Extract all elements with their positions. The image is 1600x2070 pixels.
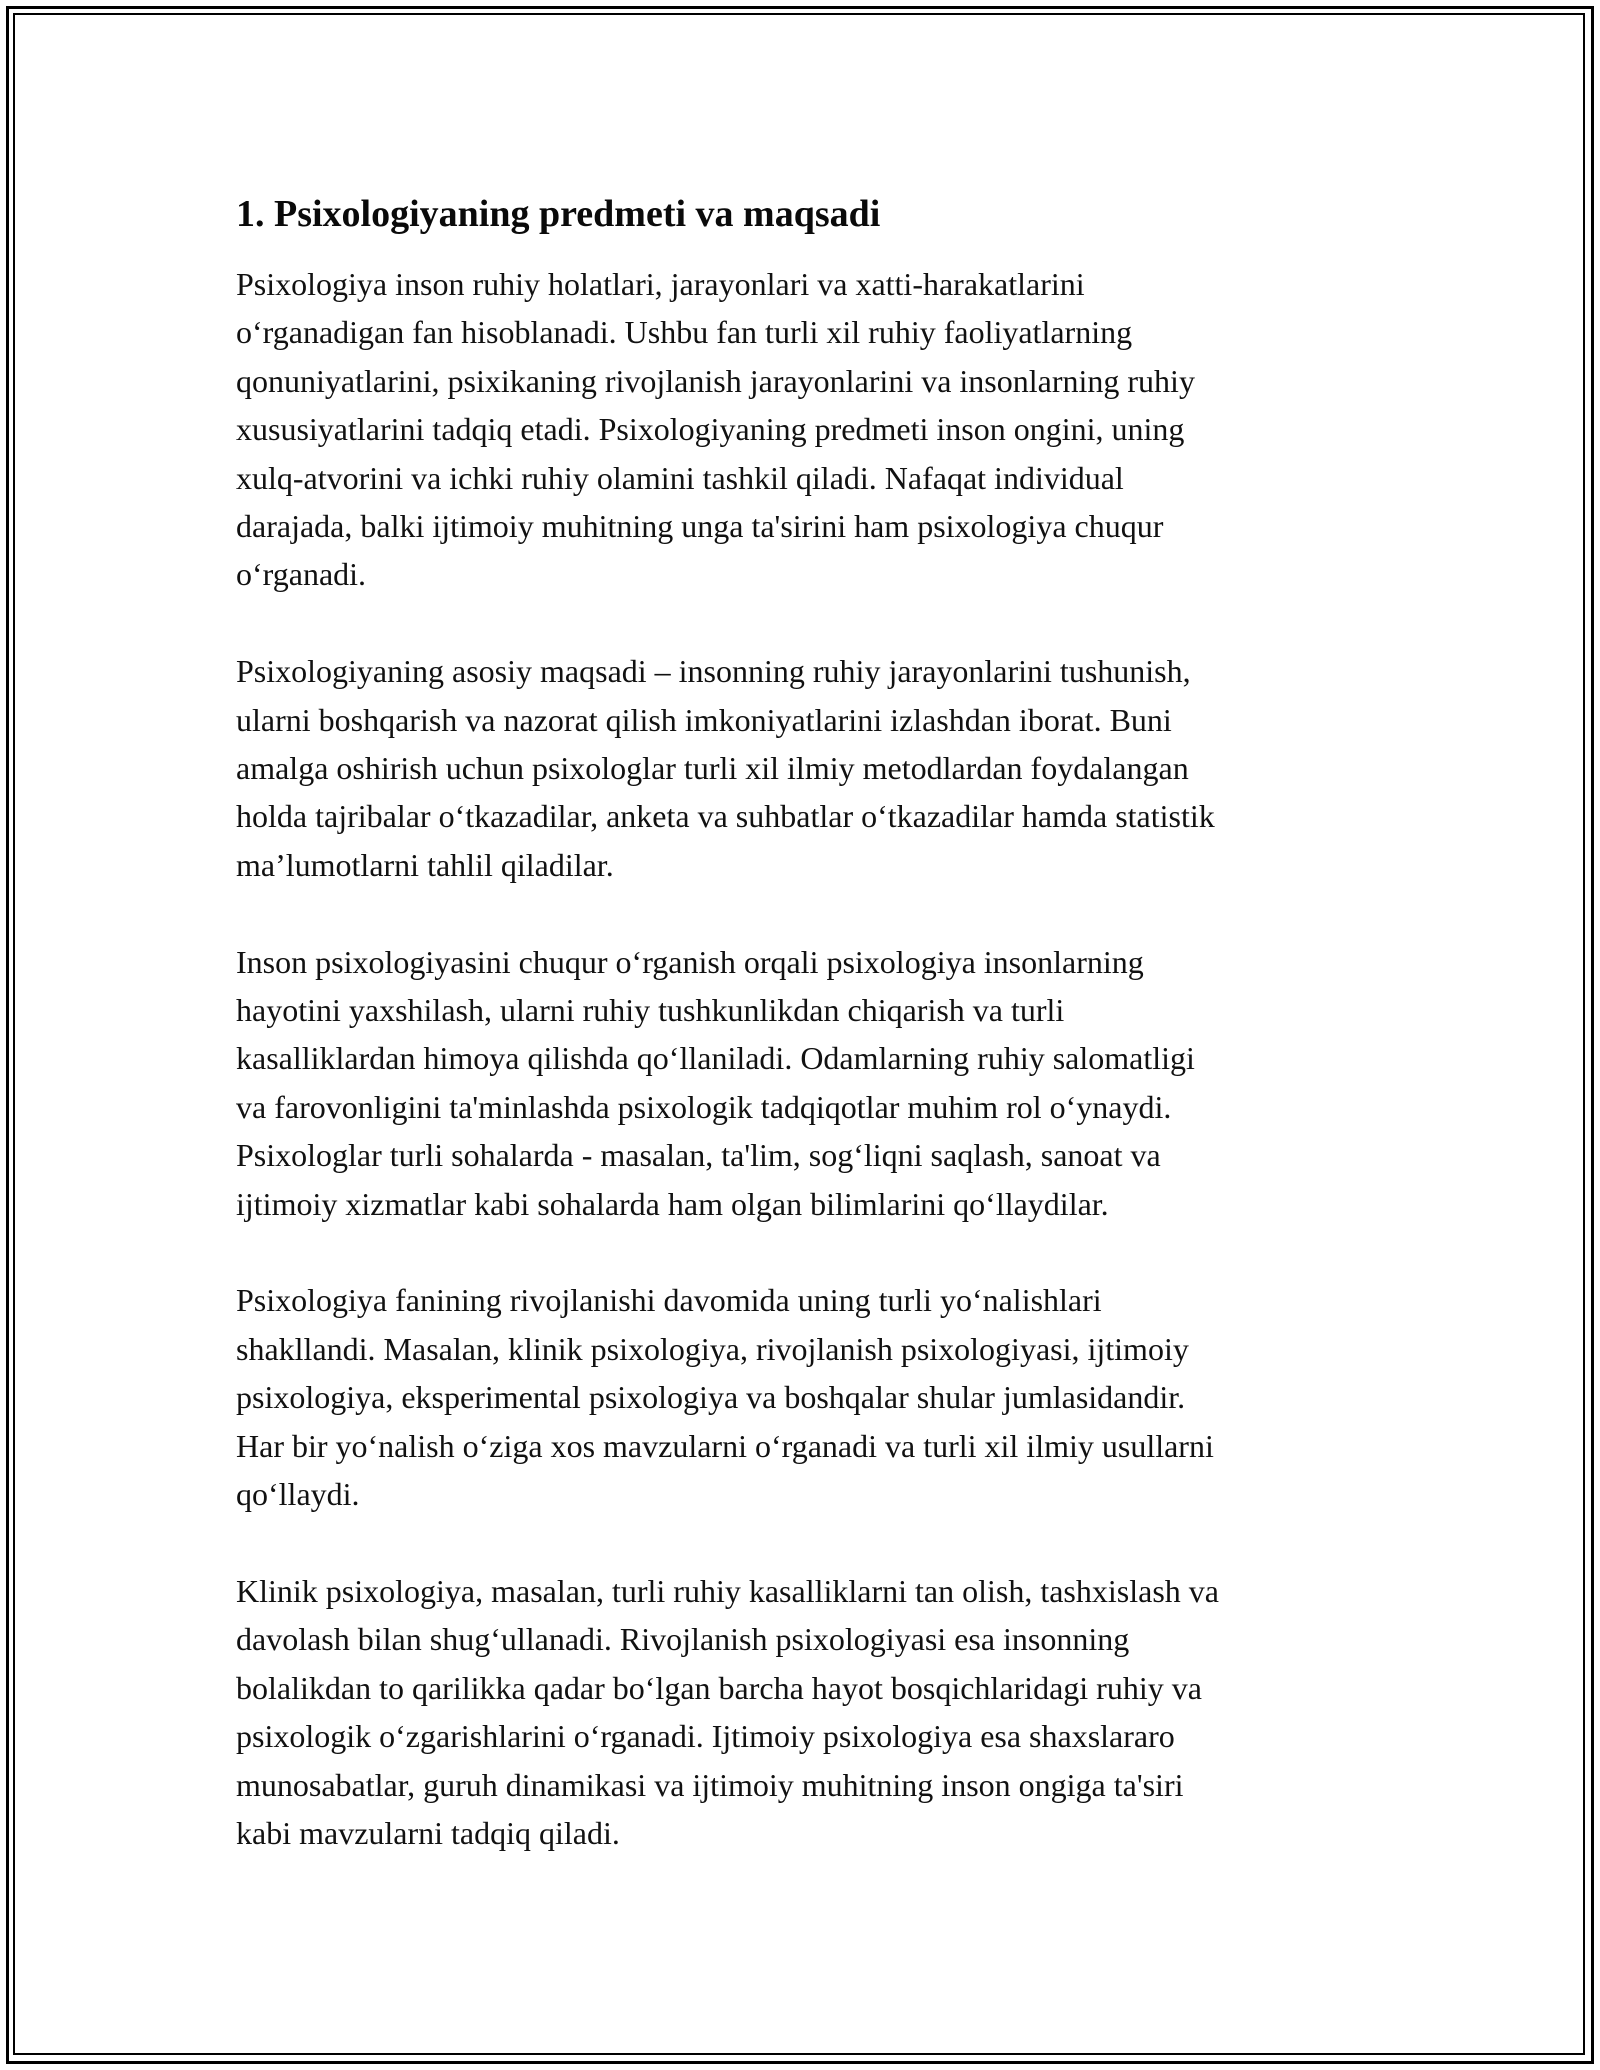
text-line: shakllandi. Masalan, klinik psixologiya, rivojlanish psixologiyasi, ijtimoiy [236, 1330, 1189, 1367]
text-line: xulq-atvorini va ichki ruhiy olamini tashkil qiladi. Nafaqat individual [236, 459, 1124, 496]
paragraph-3 [236, 938, 1376, 1228]
text-line: Har bir yo‘nalish o‘ziga xos mavzularni o‘rganadi va turli xil ilmiy usullarni [236, 1427, 1214, 1464]
text-line: bolalikdan to qarilikka qadar bo‘lgan barcha hayot bosqichlaridagi ruhiy va [236, 1669, 1202, 1706]
paragraph-5 [236, 1567, 1376, 1857]
text-line: amalga oshirish uchun psixologlar turli xil ilmiy metodlardan foydalangan [236, 750, 1189, 787]
text-line: kasalliklardan himoya qilishda qo‘llaniladi. Odamlarning ruhiy salomatligi [236, 1040, 1195, 1077]
page-title: 1. Psixologiyaning predmeti va maqsadi [236, 193, 881, 235]
text-line: ma’lumotlarni tahlil qiladilar. [236, 846, 614, 883]
text-line: munosabatlar, guruh dinamikasi va ijtimoiy muhitning inson ongiga ta'siri [236, 1766, 1184, 1803]
document-body [236, 188, 1376, 1906]
text-line: xususiyatlarini tadqiq etadi. Psixologiyaning predmeti inson ongini, uning [236, 411, 1185, 448]
text-line: ijtimoiy xizmatlar kabi sohalarda ham olgan bilimlarini qo‘llaydilar. [236, 1185, 1109, 1222]
text-line: va farovonligini ta'minlashda psixologik tadqiqotlar muhim rol o‘ynaydi. [236, 1088, 1172, 1125]
text-line: darajada, balki ijtimoiy muhitning unga ta'sirini ham psixologiya chuqur [236, 508, 1164, 545]
text-line: qo‘llaydi. [236, 1476, 360, 1513]
text-line: holda tajribalar o‘tkazadilar, anketa va suhbatlar o‘tkazadilar hamda statistik [236, 798, 1215, 835]
text-line: o‘rganadi. [236, 556, 367, 593]
text-line: Inson psixologiyasini chuqur o‘rganish orqali psixologiya insonlarning [236, 943, 1144, 980]
text-line: Psixologlar turli sohalarda - masalan, ta'lim, sog‘liqni saqlash, sanoat va [236, 1137, 1161, 1174]
text-line: Klinik psixologiya, masalan, turli ruhiy kasalliklarni tan olish, tashxislash va [236, 1572, 1219, 1609]
paragraph-4 [236, 1276, 1376, 1518]
text-line: Psixologiyaning asosiy maqsadi – insonning ruhiy jarayonlarini tushunish, [236, 653, 1191, 690]
text-line: davolash bilan shug‘ullanadi. Rivojlanish psixologiyasi esa insonning [236, 1621, 1130, 1658]
text-line: hayotini yaxshilash, ularni ruhiy tushkunlikdan chiqarish va turli [236, 992, 1065, 1029]
text-line: psixologik o‘zgarishlarini o‘rganadi. Ijtimoiy psixologiya esa shaxslararo [236, 1718, 1175, 1755]
text-line: o‘rganadigan fan hisoblanadi. Ushbu fan turli xil ruhiy faoliyatlarning [236, 314, 1133, 351]
text-line: ularni boshqarish va nazorat qilish imkoniyatlarini izlashdan iborat. Buni [236, 701, 1172, 738]
text-line: qonuniyatlarini, psixikaning rivojlanish jarayonlarini va insonlarning ruhiy [236, 362, 1195, 399]
text-line: psixologiya, eksperimental psixologiya va boshqalar shular jumlasidandir. [236, 1379, 1186, 1416]
text-line: Psixologiya fanining rivojlanishi davomida uning turli yo‘nalishlari [236, 1282, 1102, 1319]
text-line: kabi mavzularni tadqiq qiladi. [236, 1814, 620, 1851]
text-line: Psixologiya inson ruhiy holatlari, jarayonlari va xatti-harakatlarini [236, 266, 1085, 302]
paragraph-1 [236, 260, 1376, 599]
paragraph-2 [236, 647, 1376, 889]
